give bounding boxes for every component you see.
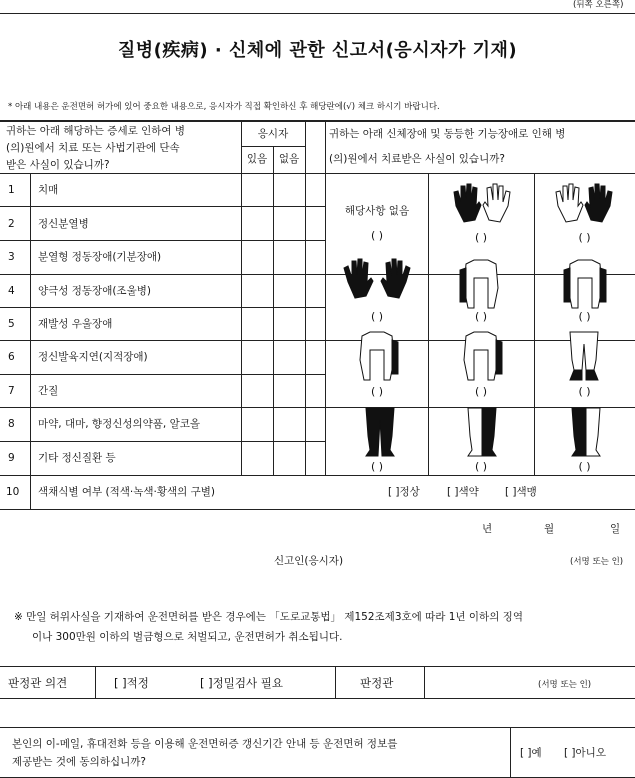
legs-figure-right-leg	[462, 406, 502, 460]
legs-figure-both-feet	[564, 330, 604, 384]
row10-label: 색채식별 여부 (적색·녹색·황색의 구별)	[38, 486, 216, 498]
torso-figure-left-arm	[352, 330, 402, 384]
judge-fit-option[interactable]: [ ]적정	[114, 676, 149, 690]
row-rule	[0, 340, 635, 341]
applicant-col-rule	[305, 120, 306, 475]
check-cell-no[interactable]	[274, 442, 305, 474]
right-question-line-1: 귀하는 아래 신체장애 및 동등한 기능장애로 인해 병	[329, 128, 566, 140]
fig-col-rule	[534, 173, 535, 475]
left-question-line-1: 귀하는 아래 해당하는 증세로 인하여 병	[6, 125, 185, 137]
declarant-signature-area[interactable]	[360, 550, 560, 570]
color-blind-option[interactable]: [ ]색맹	[505, 486, 537, 498]
fig-col-rule	[428, 173, 429, 475]
check-right-leg[interactable]: ( )	[474, 460, 488, 473]
check-hands-left-missing[interactable]: ( )	[474, 231, 488, 244]
row-rule	[0, 509, 635, 510]
color-normal-option[interactable]: [ ]정상	[388, 486, 420, 498]
check-cell-no[interactable]	[274, 308, 305, 340]
judge-exam-option[interactable]: [ ]정밀검사 필요	[200, 676, 283, 690]
check-cell-yes[interactable]	[242, 241, 273, 274]
check-left-arm[interactable]: ( )	[370, 385, 384, 398]
check-cell-no[interactable]	[274, 207, 305, 240]
consent-line-1: 본인의 이-메일, 휴대전화 등을 이용해 운전면허증 갱신기간 안내 등 운전면허 정보를	[12, 738, 398, 750]
check-cell-yes[interactable]	[242, 375, 273, 407]
check-both-legs[interactable]: ( )	[370, 460, 384, 473]
notice-line-2: 이나 300만원 이하의 벌금형으로 처벌되고, 운전면허가 취소됩니다.	[32, 631, 343, 643]
check-both-arms[interactable]: ( )	[578, 310, 591, 323]
condition-label: 양극성 정동장애(조울병)	[38, 285, 151, 297]
condition-num: 1	[8, 184, 15, 196]
consent-col-rule	[510, 727, 511, 777]
col-no-header: 없음	[278, 153, 300, 165]
torso-figure-right-arm	[456, 258, 506, 312]
left-right-divider	[325, 120, 326, 475]
hands-figure-both-dark	[342, 256, 412, 306]
row-rule	[0, 475, 635, 476]
left-question-line-3: 받은 사실이 있습니까?	[6, 159, 110, 171]
check-cell-no[interactable]	[274, 375, 305, 407]
check-cell-yes[interactable]	[242, 174, 273, 206]
condition-num: 2	[8, 218, 15, 230]
check-cell-no[interactable]	[274, 341, 305, 374]
judge-col-rule	[335, 666, 336, 698]
judge-sign: (서명 또는 인)	[538, 680, 592, 690]
check-cell-yes[interactable]	[242, 341, 273, 374]
check-cell-yes[interactable]	[242, 408, 273, 441]
condition-label: 마약, 대마, 향정신성의약품, 알코올	[38, 418, 201, 430]
check-cell-no[interactable]	[274, 275, 305, 307]
legs-figure-both-legs	[360, 406, 400, 460]
notice-line-1: ※ 만일 허위사실을 기재하여 운전면허를 받은 경우에는 「도로교통법」 제152조제3호에 따라 1년 이하의 징역	[14, 611, 523, 623]
check-cell-no[interactable]	[274, 408, 305, 441]
consent-no-option[interactable]: [ ]아니오	[564, 747, 606, 759]
torso-figure-left-arm-alt	[456, 330, 506, 384]
condition-label: 기타 정신질환 등	[38, 452, 116, 464]
judge-opinion-label: 판정관 의견	[8, 676, 68, 690]
declarant-sign: (서명 또는 인)	[570, 557, 624, 567]
check-cell-no[interactable]	[274, 241, 305, 274]
check-none[interactable]: ( )	[370, 229, 384, 242]
date-month-label: 월	[544, 523, 555, 535]
condition-num: 8	[8, 418, 15, 430]
condition-num: 3	[8, 251, 15, 263]
check-cell-yes[interactable]	[242, 275, 273, 307]
condition-num: 5	[8, 318, 15, 330]
check-cell-yes[interactable]	[242, 308, 273, 340]
condition-label: 정신발육지연(지적장애)	[38, 351, 148, 363]
col-yes-header: 있음	[246, 153, 268, 165]
page-note: (뒤쪽 오른쪽)	[573, 0, 624, 10]
row-rule	[0, 407, 635, 408]
condition-label: 정신분열병	[38, 218, 89, 230]
check-cell-yes[interactable]	[242, 442, 273, 474]
table-header-rule	[0, 173, 635, 174]
judge-row-bottom	[0, 698, 635, 699]
check-hands-right-missing[interactable]: ( )	[578, 231, 591, 244]
check-hands-both-missing[interactable]: ( )	[370, 310, 384, 323]
legs-figure-left-leg	[566, 406, 606, 460]
consent-top	[0, 727, 635, 728]
top-rule	[0, 13, 635, 14]
date-day-label: 일	[610, 523, 621, 535]
check-left-arm-alt[interactable]: ( )	[474, 385, 488, 398]
check-both-feet[interactable]: ( )	[578, 385, 591, 398]
left-question-line-2: (의)원에서 치료 또는 사법기관에 단속	[6, 142, 180, 154]
consent-yes-option[interactable]: [ ]예	[520, 747, 542, 759]
check-left-leg[interactable]: ( )	[578, 460, 591, 473]
condition-label: 재발성 우울장애	[38, 318, 113, 330]
num-col-rule	[30, 173, 31, 509]
applicant-header: 응시자	[257, 128, 289, 140]
check-cell-no[interactable]	[274, 174, 305, 206]
consent-line-2: 제공받는 것에 동의하십니까?	[12, 756, 146, 768]
condition-label: 간질	[38, 385, 59, 397]
form-title: 질병(疾病) · 신체에 관한 신고서(응시자가 기재)	[117, 40, 518, 61]
condition-num: 9	[8, 452, 15, 464]
judge-col-rule	[95, 666, 96, 698]
check-right-arm[interactable]: ( )	[474, 310, 488, 323]
table-top-border	[0, 120, 635, 122]
condition-num: 6	[8, 351, 15, 363]
condition-label: 치매	[38, 184, 59, 196]
row10-num: 10	[6, 486, 20, 498]
color-weak-option[interactable]: [ ]색약	[447, 486, 479, 498]
none-applicable-label: 해당사항 없음	[344, 205, 410, 217]
right-question-line-2: (의)원에서 치료받은 사실이 있습니까?	[329, 153, 505, 165]
date-year-label: 년	[482, 523, 493, 535]
judge-label: 판정관	[360, 676, 394, 690]
check-cell-yes[interactable]	[242, 207, 273, 240]
hands-figure-left-dark	[452, 180, 512, 230]
declarant-label: 신고인(응시자)	[274, 555, 344, 567]
hands-figure-right-dark	[554, 180, 614, 230]
torso-figure-both-arms	[560, 258, 610, 312]
condition-num: 7	[8, 385, 15, 397]
condition-label: 분열형 정동장애(기분장애)	[38, 251, 162, 263]
condition-num: 4	[8, 285, 15, 297]
judge-col-rule	[424, 666, 425, 698]
row-rule	[0, 274, 635, 275]
instruction-text: * 아래 내용은 운전면허 허가에 있어 중요한 내용으로, 응시자가 직접 확인하신 후 해당란에(√) 체크 하시기 바랍니다.	[8, 102, 440, 112]
